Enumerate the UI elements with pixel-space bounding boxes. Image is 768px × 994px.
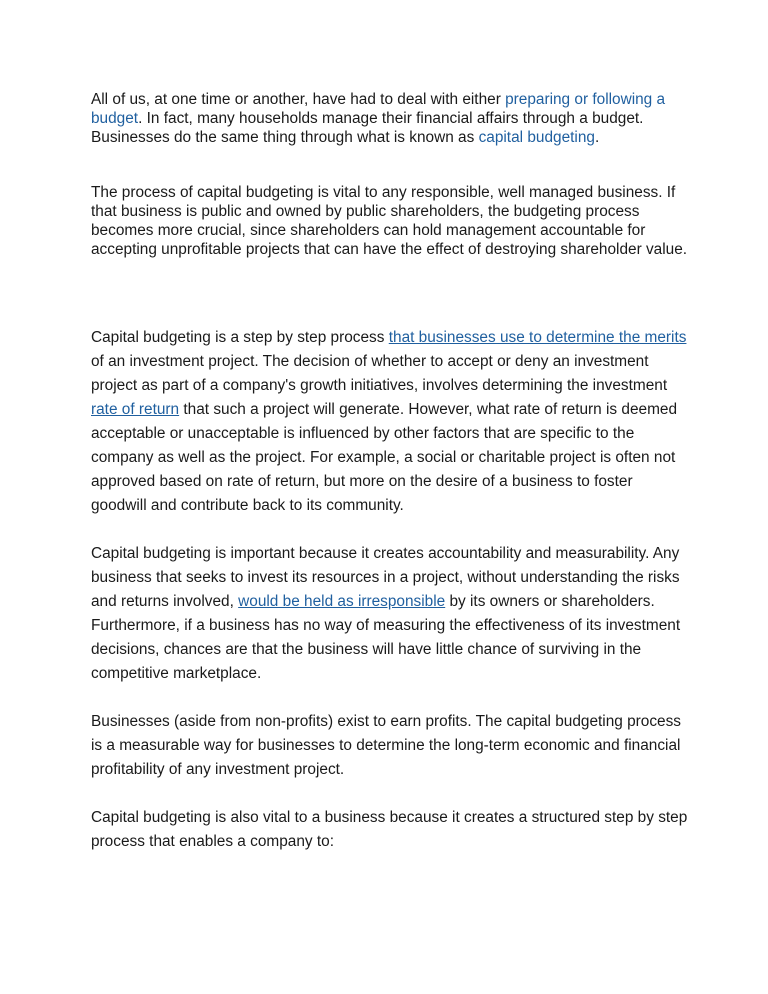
- paragraph-intro: [91, 90, 691, 147]
- paragraph-text: of an investment project. The decision of whether to accept or deny an investment project as part of a company's growth initiatives, involves determining the investment: [91, 353, 668, 394]
- paragraph-text: . In fact, many households manage their financial affairs through a budget. Businesses do the same thing through what is known as: [91, 110, 644, 146]
- paragraph-text: All of us, at one time or another, have had to deal with either: [91, 91, 506, 108]
- link-rate-of-return[interactable]: rate of return: [91, 401, 180, 418]
- paragraph-text: Capital budgeting is a step by step process: [91, 329, 389, 346]
- paragraph-text: .: [594, 129, 600, 146]
- link-held-irresponsible[interactable]: would be held as irresponsible: [238, 593, 446, 610]
- paragraph-accountability: [91, 542, 691, 686]
- link-capital-budgeting[interactable]: capital budgeting: [478, 129, 595, 146]
- paragraph-profits: Businesses (aside from non-profits) exist to earn profits. The capital budgeting process is a measurable way for businesses to determine the long-term economic and financial profitability of any investment project.: [91, 713, 681, 778]
- link-determine-merits[interactable]: that businesses use to determine the merits: [388, 329, 687, 346]
- paragraph-structured-process: Capital budgeting is also vital to a business because it creates a structured step by step process that enables a company to:: [91, 809, 688, 850]
- paragraph-step-by-step: [91, 326, 691, 518]
- paragraph-text: by its owners or shareholders. Furthermore, if a business has no way of measuring the effectiveness of its investment decisions, chances are that the business will have little chance of surviving in the competitive marketplace.: [91, 593, 681, 682]
- paragraph-text: Capital budgeting is important because it creates accountability and measurability. Any business that seeks to invest its resources in a project, without understanding the risks and returns involved,: [91, 545, 680, 610]
- paragraph-text: that such a project will generate. However, what rate of return is deemed acceptable or unacceptable is influenced by other factors that are specific to the company as well as the project. For example, a social or charitable project is often not approved based on rate of return, but more on the desire of a business to foster goodwill and contribute back to its community.: [91, 401, 678, 514]
- paragraph-process-vital: The process of capital budgeting is vital to any responsible, well managed business. If that business is public and owned by public shareholders, the budgeting process becomes more crucial, since shareholders can hold management accountable for accepting unprofitable projects that can have the effect of destroying shareholder value.: [91, 184, 688, 258]
- link-preparing-budget[interactable]: preparing or following a budget: [91, 91, 666, 127]
